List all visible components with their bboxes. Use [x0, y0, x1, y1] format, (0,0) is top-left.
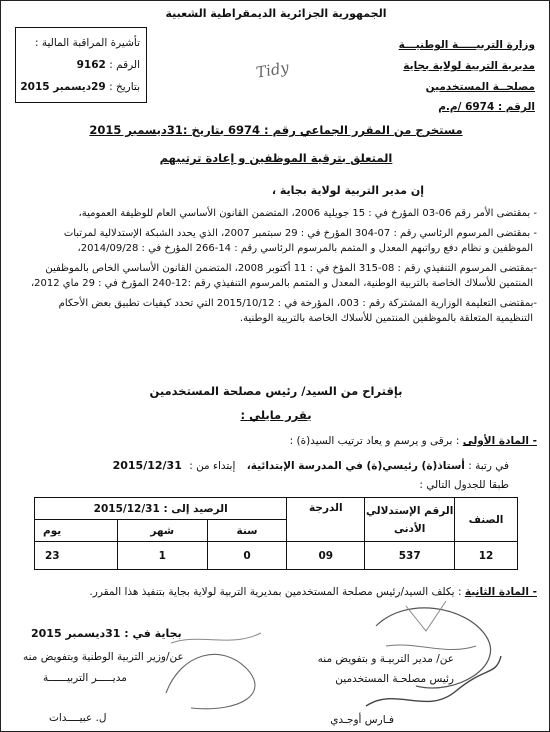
consideration-line: المنتمين للأسلاك الخاصة بالتربية الوطنية، المعدل و المتمم بالمرسوم التنفيذي رقم :12-240 المؤرخ في : 29 ماي 2012،	[30, 278, 533, 289]
header-balance: الرصيد إلى : 2015/12/31	[35, 498, 287, 520]
consideration-line: التنظيمية المتعلقة بالموظفين المنتمين للأسلاك الخاصة بالتربية الوطنية.	[239, 313, 533, 324]
stamp-and-signature-graphic	[356, 586, 506, 721]
consideration-line: -بمقتضى المرسوم التنفيذي رقم : 08-315 المؤخ في : 11 أكتوبر 2008، المتضمن القانون الأساسي الخاص بالموظفين	[45, 263, 537, 274]
promotion-table	[34, 497, 518, 570]
article-1-text: : برقى و يرسم و يعاد ترتيب السيد(ة) :	[289, 435, 460, 447]
signature-left-line1: عن/وزير التربية الوطنية وبتفويض منه	[23, 651, 184, 663]
header-day: يوم	[35, 520, 118, 542]
table-intro: طبقا للجدول التالي :	[419, 479, 509, 491]
issuer-block	[399, 35, 535, 98]
left-stamp-graphic	[151, 613, 271, 723]
financial-visa-box	[15, 27, 147, 103]
cell-index: 537	[365, 542, 455, 570]
visa-number-label: الرقم :	[109, 59, 140, 71]
reference-number: الرقم : 6974 /م.م	[438, 101, 535, 113]
proposal-line: بإقتراح من السيد/ رئيس مصلحة المستخدمين	[149, 384, 403, 398]
signature-stroke	[386, 645, 476, 650]
signature-stroke	[366, 656, 501, 706]
rank-prefix: في رتبة :	[468, 460, 509, 472]
stamp-stroke	[171, 633, 261, 643]
visa-number: 9162	[76, 59, 106, 71]
visa-title: تأشيرة المراقبة المالية :	[34, 37, 140, 49]
authority-line: إن مدير التربية لولاية بجاية ،	[271, 184, 424, 197]
visa-date: 29ديسمبر 2015	[20, 81, 106, 93]
document-subtitle: المتعلق بترقية الموظفين و إعادة ترتيبهم	[159, 151, 393, 165]
stamp-stroke	[166, 654, 255, 708]
cell-class: 12	[455, 542, 518, 570]
header-year: سنة	[207, 520, 287, 542]
cell-month: 1	[117, 542, 207, 570]
visa-date-label: بتاريخ :	[109, 81, 140, 93]
header-index: الرقم الإستدلالي الأدنى	[365, 498, 455, 542]
document-title: مستخرج من المقرر الجماعي رقم : 6974 بتاريخ :31ديسمبر 2015	[89, 123, 463, 137]
signature-right-name: فـارس أوجـدي	[330, 714, 394, 726]
consideration-line: - بمقتضى المرسوم الرئاسي رقم : 07-304 المؤرخ في : 29 سبتمبر 2007، الذي يحدد الشبكة الإستدلالية لمرتبات	[63, 228, 537, 239]
decides-line: يقرر مايلي :	[240, 408, 312, 422]
consideration-line: - بمقتضى الأمر رقم 06-03 المؤرخ في : 15 جويلية 2006، المتضمن القانون الأساسي العام للوظيفة العمومية،	[78, 208, 537, 219]
signature-right-line1: عن/ مدير التربيـة و بتفويض منه	[317, 653, 454, 665]
rank-name: أستاذ(ة) رئيسي(ة) في المدرسة الإبتدائية،	[246, 460, 465, 472]
ministry-name: وزارة التربيـــــة الوطنيـــة	[398, 39, 535, 51]
service-name: مصلحــة المستخدمين	[425, 81, 535, 93]
header-grade: الدرجة	[287, 498, 365, 542]
table-row	[35, 542, 518, 570]
consideration-line: -بمقتضى التعليمة الوزارية المشتركة رقم : 003، المؤرخة في : 2015/10/12 التي تحدد كيفيات تطبيق بعض الأحكام	[58, 298, 537, 309]
header-month: شهر	[117, 520, 207, 542]
effective-date: 2015/12/31	[112, 459, 182, 472]
article-1-label: - المادة الأولى	[462, 435, 537, 447]
effective-label: إبتداء من :	[189, 460, 236, 472]
cell-year: 0	[207, 542, 287, 570]
republic-header: الجمهورية الجزائرية الديمقراطية الشعبية	[165, 7, 387, 20]
considerations-block	[11, 206, 537, 326]
header-class: الصنف	[455, 498, 518, 542]
cell-day: 23	[35, 542, 118, 570]
signature-date: بجاية في : 31ديسمبر 2015	[31, 627, 182, 640]
directorate-name: مديرية التربية لولاية بجاية	[403, 60, 535, 72]
handwritten-mark: Tidy	[254, 58, 291, 82]
rank-line	[113, 459, 509, 472]
article-2-text: : يكلف السيد/رئيس مصلحة المستخدمين بمديرية التربية لولاية بجاية بتنفيذ هذا المقرر.	[89, 586, 462, 598]
article-1-line	[290, 435, 537, 447]
signature-left-line2: مديـــــر التربيــــــة	[43, 672, 127, 684]
signature-left-name: ل. عبيــــدات	[49, 712, 107, 724]
signature-right-line2: رئيس مصلحـة المستخدمين	[335, 673, 454, 685]
article-2-label: - المادة الثانية	[464, 586, 537, 598]
signature-stroke	[406, 601, 446, 631]
cell-grade: 09	[287, 542, 365, 570]
consideration-line: الموظفين و نظام دفع رواتبهم المعدل و المتمم بالمرسوم الرئاسي رقم : 14-266 المؤرخ في : 2014/09/28،	[77, 243, 533, 254]
